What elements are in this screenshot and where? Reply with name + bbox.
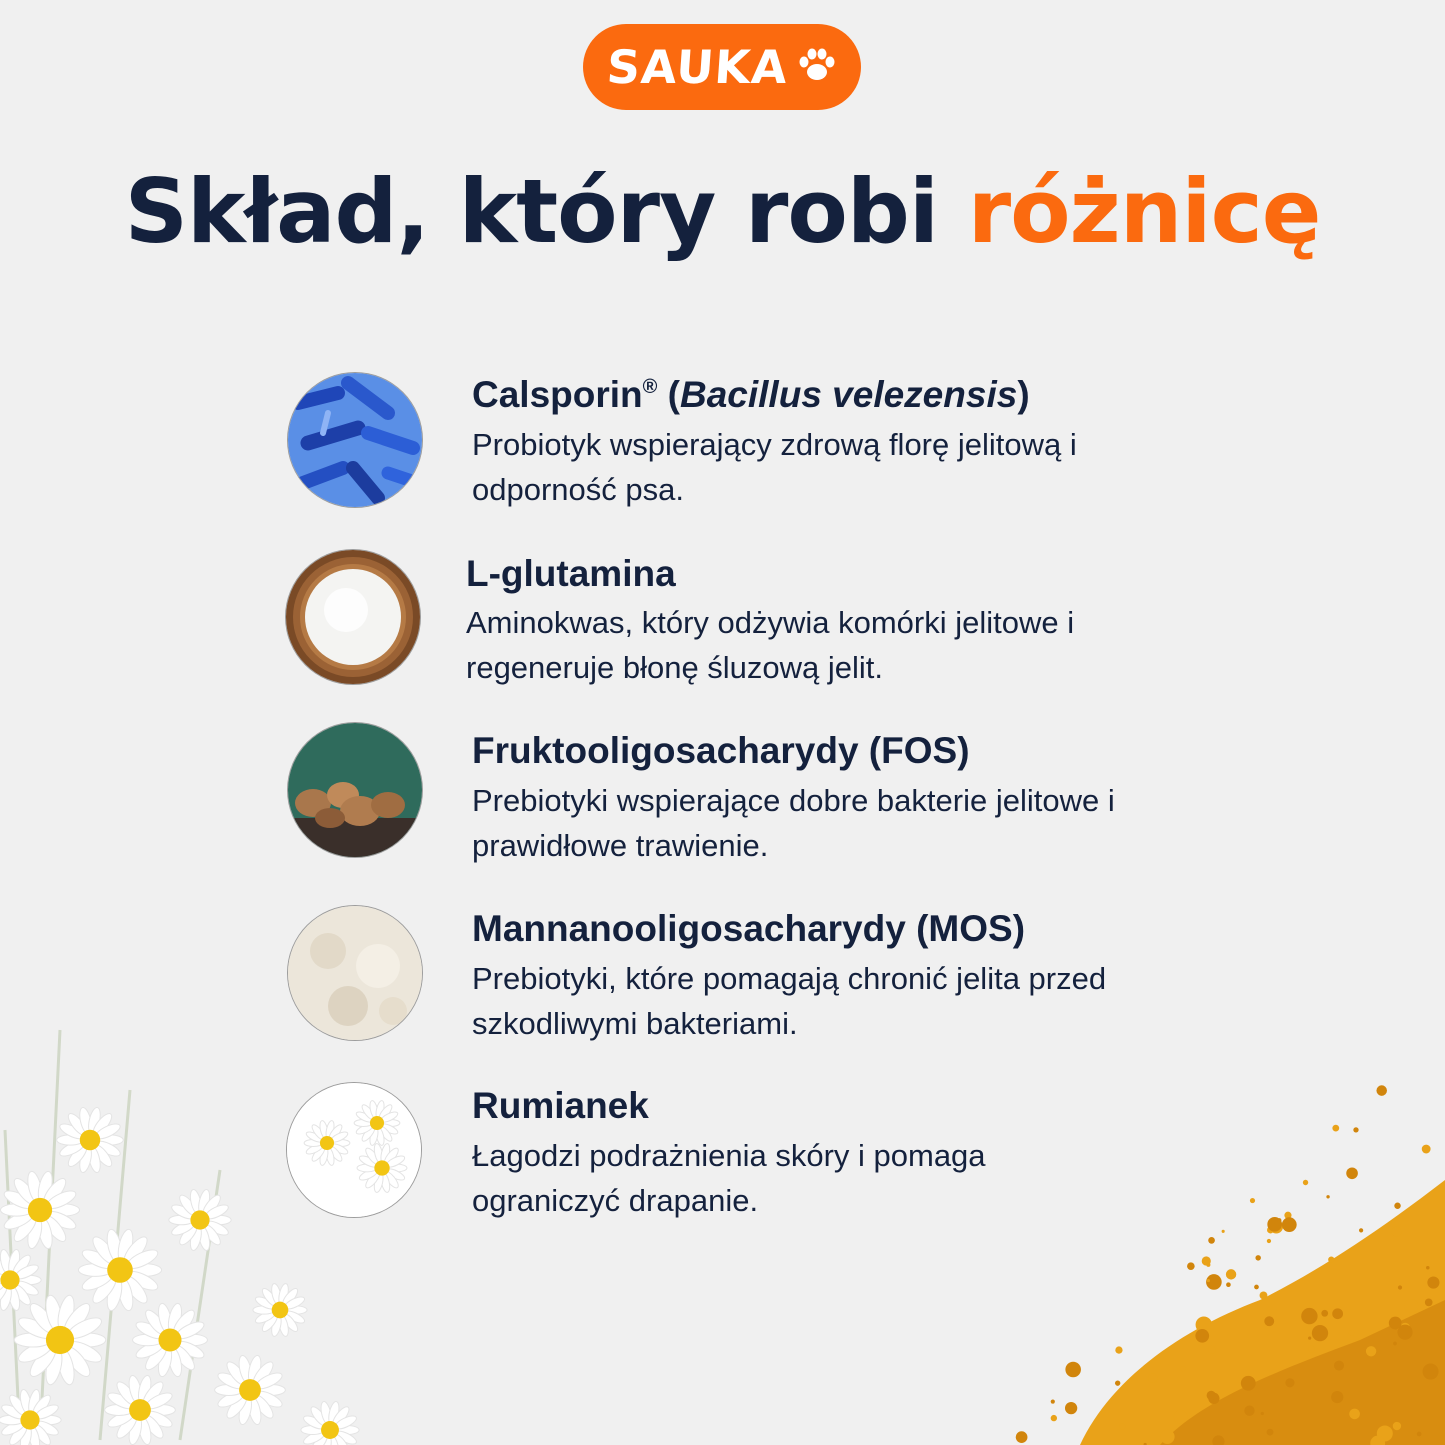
ingredient-title-fos: Fruktooligosacharydy (FOS): [472, 730, 970, 771]
chamomile-image: [287, 1083, 421, 1217]
powder-image: [288, 906, 422, 1040]
paw-icon: [797, 47, 837, 88]
page-title-accent: różnicę: [967, 160, 1321, 263]
chamomile-decoration: [0, 1010, 420, 1445]
bacteria-image: [288, 373, 422, 507]
brand-logo: [583, 24, 861, 110]
ingredient-desc-rumianek: Łagodzi podrażnienia skóry i pomaga ograniczyć drapanie.: [472, 1138, 986, 1218]
brand-name: SAUKA: [604, 40, 790, 94]
ingredient-desc-calsporin: Probiotyk wspierający zdrową florę jelitową i odporność psa.: [472, 427, 1077, 507]
page-title: [0, 160, 1445, 263]
ingredient-desc-mos: Prebiotyki, które pomagają chronić jelita przed szkodliwymi bakteriami.: [472, 961, 1107, 1041]
ingredient-title-mos: Mannanooligosacharydy (MOS): [472, 908, 1026, 949]
ingredient-title-calsporin: Calsporin® (Bacillus velezensis): [472, 374, 1030, 415]
jerusalem-artichoke-image: [288, 723, 422, 857]
ingredient-title-l-glutamina: L-glutamina: [466, 553, 676, 594]
page-title-main: Skład, który robi: [124, 160, 939, 263]
powder-bowl-image: [286, 550, 420, 684]
ingredient-desc-fos: Prebiotyki wspierające dobre bakterie jelitowe i prawidłowe trawienie.: [472, 783, 1115, 863]
ingredient-title-rumianek: Rumianek: [472, 1085, 649, 1126]
ingredient-desc-l-glutamina: Aminokwas, który odżywia komórki jelitowe i regeneruje błonę śluzową jelit.: [466, 605, 1075, 685]
